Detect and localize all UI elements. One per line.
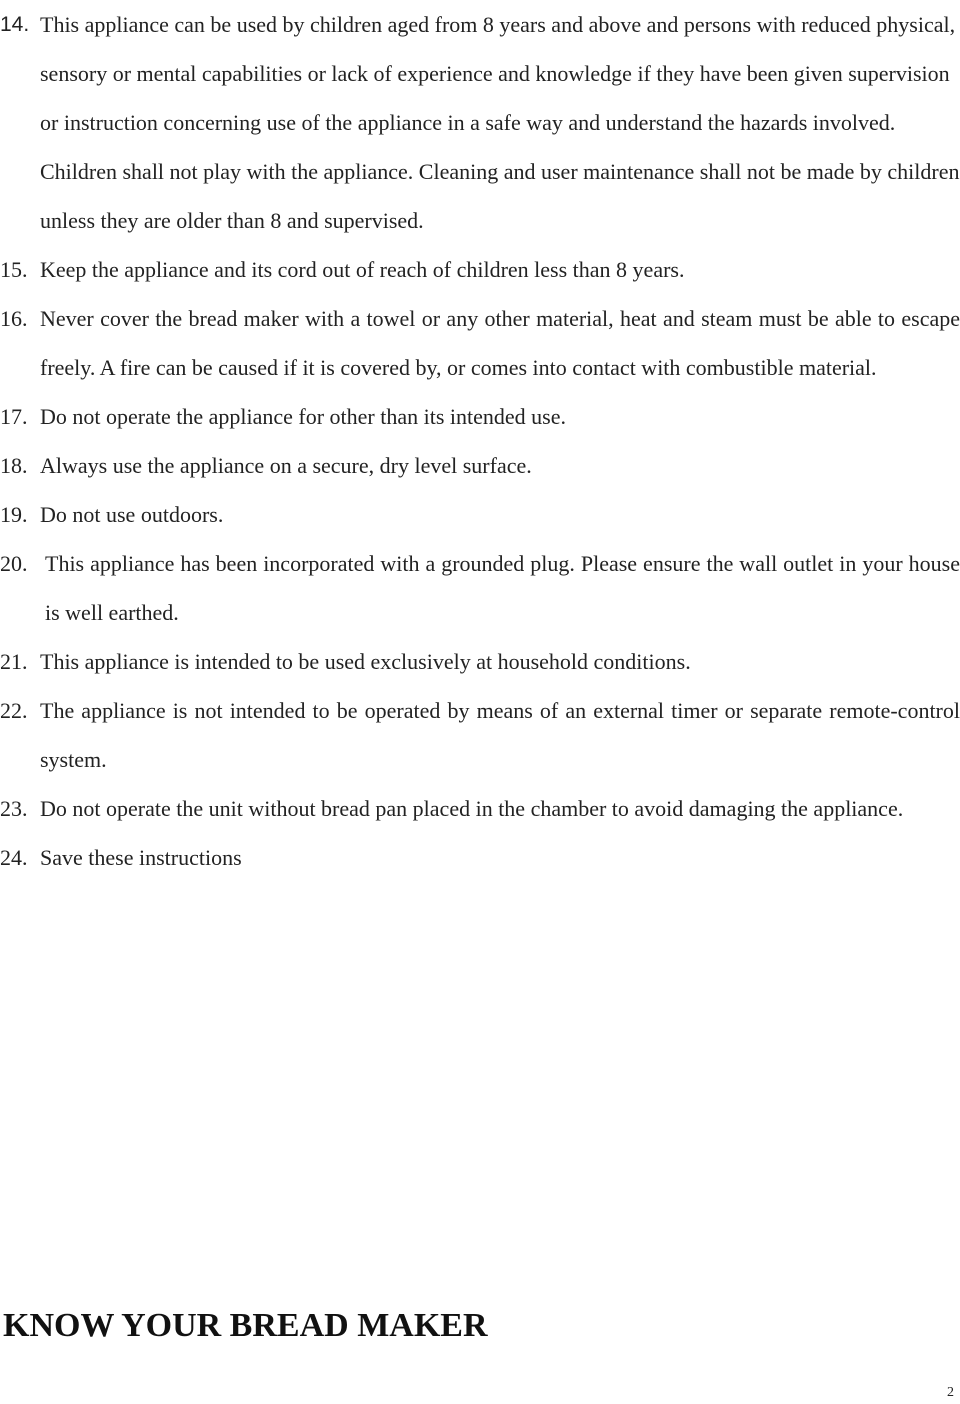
item-text: This appliance can be used by children aged from 8 years and above and persons with reduced physical, sensory or mental capabilities or lack of experience and knowledge if they have been given supervision or instruction concerning use of the appliance in a safe way and understand the hazards involved. Children shall not play with the appliance. Cleaning and user maintenance shall not be made by children unless they are older than 8 and supervised. xyxy=(40,12,960,233)
list-item-17 xyxy=(0,392,960,441)
item-number: 20. xyxy=(0,551,28,576)
list-item-18 xyxy=(0,441,960,490)
item-text: Do not operate the unit without bread pan placed in the chamber to avoid damaging the appliance. xyxy=(40,796,904,821)
list-item-24 xyxy=(0,833,960,882)
page-number: 2 xyxy=(947,1385,954,1400)
list-item-22 xyxy=(0,686,960,784)
item-number: 18. xyxy=(0,453,28,478)
item-number: 14. xyxy=(0,13,30,36)
list-item-20 xyxy=(0,539,960,637)
item-text: Keep the appliance and its cord out of reach of children less than 8 years. xyxy=(40,257,685,282)
item-text: Do not use outdoors. xyxy=(40,502,224,527)
list-item-21 xyxy=(0,637,960,686)
item-number: 15. xyxy=(0,257,28,282)
item-number: 21. xyxy=(0,649,28,674)
item-text: Always use the appliance on a secure, dry level surface. xyxy=(40,453,532,478)
item-number: 17. xyxy=(0,404,28,429)
list-item-14 xyxy=(0,0,960,245)
item-number: 24. xyxy=(0,845,28,870)
item-text: The appliance is not intended to be operated by means of an external timer or separate remote-control system. xyxy=(40,698,960,772)
list-item-23 xyxy=(0,784,960,833)
item-number: 23. xyxy=(0,796,28,821)
item-number: 19. xyxy=(0,502,28,527)
item-number: 22. xyxy=(0,698,28,723)
item-text: This appliance is intended to be used exclusively at household conditions. xyxy=(40,649,691,674)
list-item-19 xyxy=(0,490,960,539)
item-number: 16. xyxy=(0,306,28,331)
item-text: Never cover the bread maker with a towel or any other material, heat and steam must be able to escape freely. A fire can be caused if it is covered by, or comes into contact with combustible material. xyxy=(40,306,960,380)
list-item-15 xyxy=(0,245,960,294)
item-text: Save these instructions xyxy=(40,845,242,870)
section-heading: KNOW YOUR BREAD MAKER xyxy=(3,1307,488,1344)
item-text: Do not operate the appliance for other than its intended use. xyxy=(40,404,566,429)
list-item-16 xyxy=(0,294,960,392)
item-text: This appliance has been incorporated with a grounded plug. Please ensure the wall outlet in your house is well earthed. xyxy=(45,551,960,625)
